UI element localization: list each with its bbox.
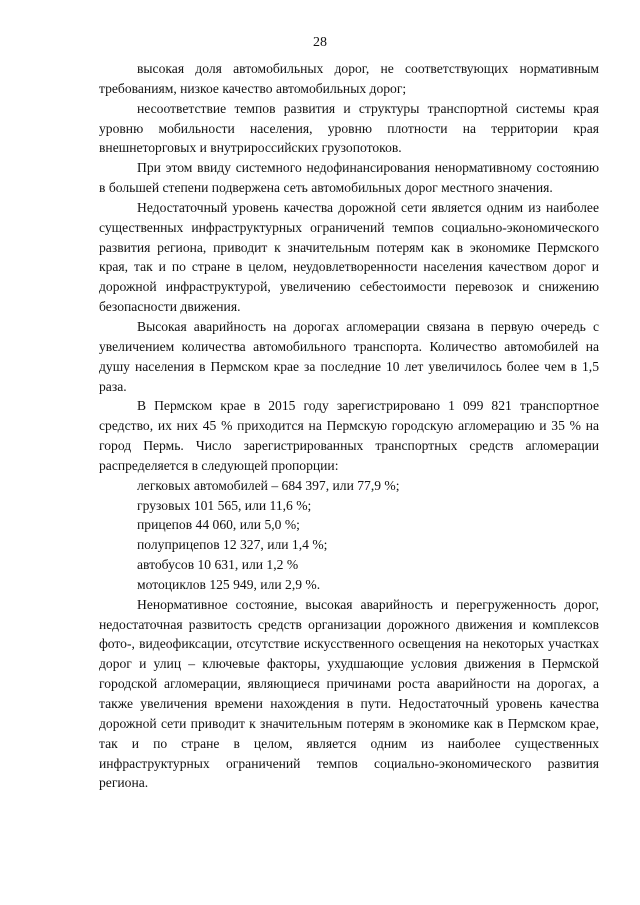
paragraph-road-quality: Недостаточный уровень качества дорожной сети является одним из наиболее существенных инфраструктурных ограничений темпов социально-экономического развития региона, приводит к значительным потерям как в экономике Пермского края, так и по стране в целом, неудовлетворенности населения качеством дорог и дорожной инфраструктурой, увеличению себестоимости перевозок и снижению безопасности движения.	[99, 199, 599, 315]
list-item-buses: автобусов 10 631, или 1,2 %	[137, 557, 299, 573]
paragraph-accident-rate: Высокая аварийность на дорогах агломерации связана в первую очередь с увеличением количества автомобильного транспорта. Количество автомобилей на душу населения в Пермском крае за последние 10 лет увеличилось более чем в 1,5 раза.	[99, 318, 599, 394]
document-body	[99, 59, 599, 793]
list-item-trucks: грузовых 101 565, или 11,6 %;	[137, 497, 312, 513]
paragraph-registered-vehicles: В Пермском крае в 2015 году зарегистрировано 1 099 821 транспортное средство, их них 45 % приходится на Пермскую городскую агломерацию и 35 % на город Пермь. Число зарегистрированных транспортных средств агломерации распределяется в следующей пропорции:	[99, 398, 599, 473]
list-item-cars: легковых автомобилей – 684 397, или 77,9 %;	[137, 477, 400, 493]
list-item-semitrailers: полуприцепов 12 327, или 1,4 %;	[137, 537, 328, 553]
paragraph-conclusion: Ненормативное состояние, высокая аварийность и перегруженность дорог, недостаточная развитость средств организации дорожного движения и комплексов фото-, видеофиксации, отсутствие искусственного освещения на некоторых участках дорог и улиц – ключевые факторы, ухудшающие условия движения в Пермской городской агломерации, являющиеся причинами роста аварийности на дорогах, а также увеличения времени нахождения в пути. Недостаточный уровень качества дорожной сети приводит к значительным потерям в экономике как в Пермском крае, так и по стране в целом, является одним из наиболее существенных инфраструктурных ограничений темпов социально-экономического развития региона.	[99, 596, 599, 791]
page-number: 28	[313, 35, 327, 50]
paragraph-transport-mismatch: несоответствие темпов развития и структуры транспортной системы края уровню мобильности населения, уровню плотности на территории края внешнеторговых и внутрироссийских грузопотоков.	[99, 100, 599, 156]
paragraph-road-share: высокая доля автомобильных дорог, не соответствующих нормативным требованиям, низкое качество автомобильных дорог;	[99, 61, 599, 96]
list-item-motorcycles: мотоциклов 125 949, или 2,9 %.	[137, 576, 321, 592]
paragraph-underfunding: При этом ввиду системного недофинансирования ненормативному состоянию в большей степени подвержена сеть автомобильных дорог местного значения.	[99, 160, 599, 196]
list-item-trailers: прицепов 44 060, или 5,0 %;	[137, 517, 300, 533]
